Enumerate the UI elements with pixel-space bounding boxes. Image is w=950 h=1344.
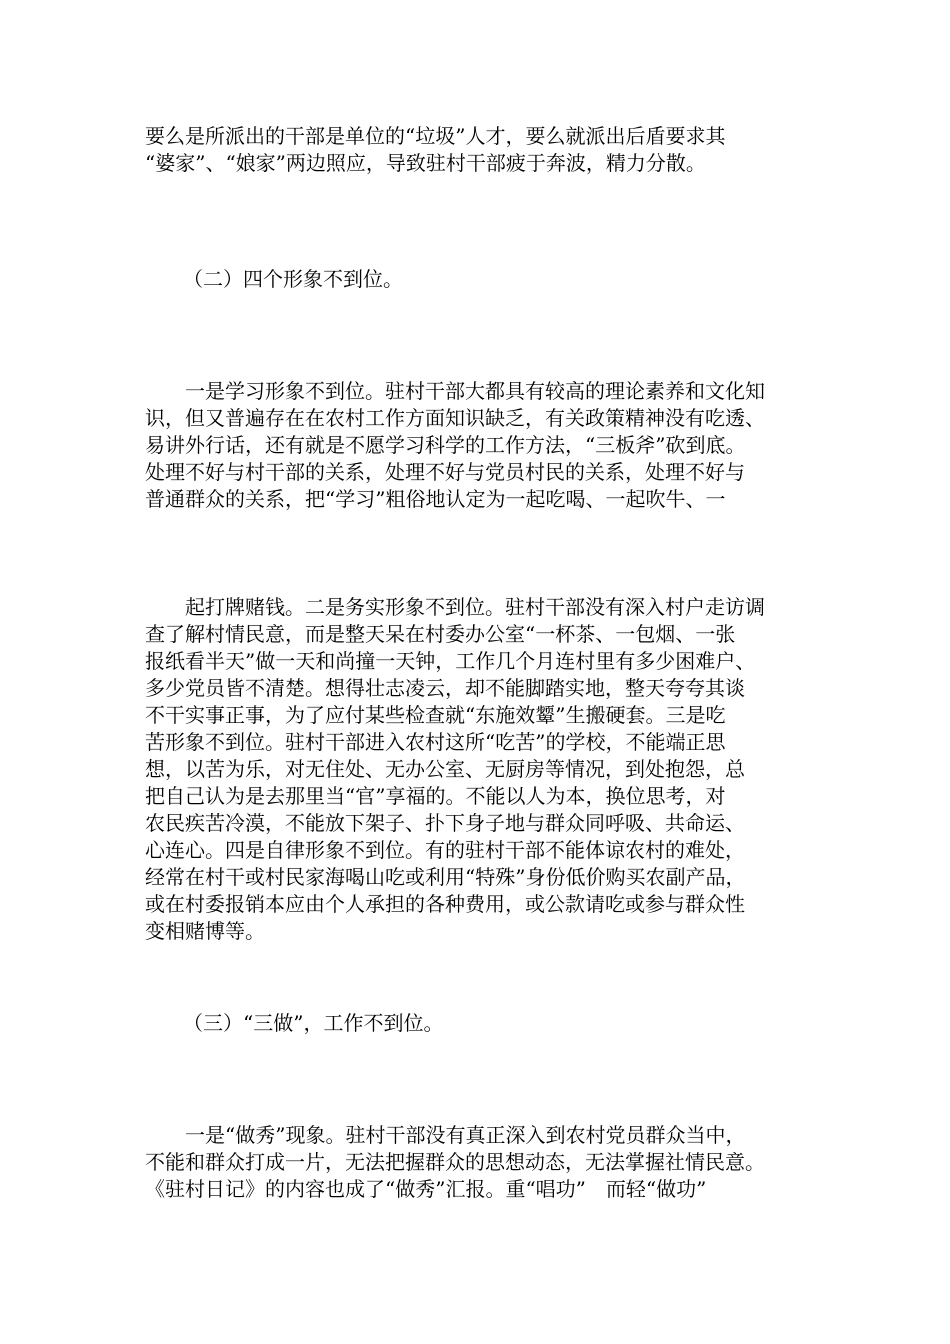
text-line: 变相赌博等。: [145, 919, 265, 943]
paragraph-2: [145, 378, 815, 513]
section-heading-2: [183, 266, 853, 293]
text-line: 《驻村日记》的内容也成了“做秀”汇报。重“唱功” 而轻“做功”: [145, 1177, 707, 1201]
text-line: 起打牌赌钱。二是务实形象不到位。驻村干部没有深入村户走访调: [145, 595, 765, 619]
text-line: 处理不好与村干部的关系，处理不好与党员村民的关系，处理不好与: [145, 460, 745, 484]
heading-text: （三）“三做”，工作不到位。: [183, 1011, 444, 1035]
text-line: 经常在村干或村民家海喝山吃或利用“特殊”身份低价购买农副产品，: [145, 865, 746, 889]
text-line: 苦形象不到位。驻村干部进入农村这所“吃苦”的学校，不能端正思: [145, 730, 726, 754]
text-line: 要么是所派出的干部是单位的“垃圾”人才，要么就派出后盾要求其: [145, 124, 726, 148]
text-line: 不干实事正事，为了应付某些检查就“东施效颦”生搬硬套。三是吃: [145, 703, 726, 727]
text-line: 多少党员皆不清楚。想得壮志凌云，却不能脚踏实地，整天夸夸其谈: [145, 676, 745, 700]
text-line: 报纸看半天”做一天和尚撞一天钟，工作几个月连村里有多少困难户、: [145, 649, 756, 673]
text-line: 识，但又普遍存在在农村工作方面知识缺乏，有关政策精神没有吃透、: [145, 406, 765, 430]
text-line: 或在村委报销本应由个人承担的各种费用，或公款请吃或参与群众性: [145, 892, 745, 916]
text-line: 不能和群众打成一片，无法把握群众的思想动态，无法掌握社情民意。: [145, 1150, 765, 1174]
text-line: 易讲外行话，还有就是不愿学习科学的工作方法，“三板斧”砍到底。: [145, 433, 746, 457]
text-line: 一是“做秀”现象。驻村干部没有真正深入到农村党员群众当中，: [145, 1123, 746, 1147]
heading-text: （二）四个形象不到位。: [183, 267, 403, 291]
text-line: 普通群众的关系，把“学习”粗俗地认定为一起吃喝、一起吹牛、一: [145, 487, 726, 511]
paragraph-4: [145, 1122, 815, 1203]
text-line: “婆家”、“娘家”两边照应，导致驻村干部疲于奔波，精力分散。: [145, 151, 706, 175]
text-line: 农民疾苦冷漠，不能放下架子、扑下身子地与群众同呼吸、共命运、: [145, 811, 745, 835]
paragraph-3: [145, 594, 815, 945]
section-heading-3: [183, 1010, 853, 1037]
text-line: 把自己认为是去那里当“官”享福的。不能以人为本，换位思考，对: [145, 784, 726, 808]
text-line: 一是学习形象不到位。驻村干部大都具有较高的理论素养和文化知: [145, 379, 765, 403]
paragraph-1: [145, 123, 815, 177]
text-line: 想，以苦为乐，对无住处、无办公室、无厨房等情况，到处抱怨，总: [145, 757, 745, 781]
text-line: 心连心。四是自律形象不到位。有的驻村干部不能体谅农村的难处，: [145, 838, 745, 862]
text-line: 查了解村情民意，而是整天呆在村委办公室“一杯茶、一包烟、一张: [145, 622, 736, 646]
